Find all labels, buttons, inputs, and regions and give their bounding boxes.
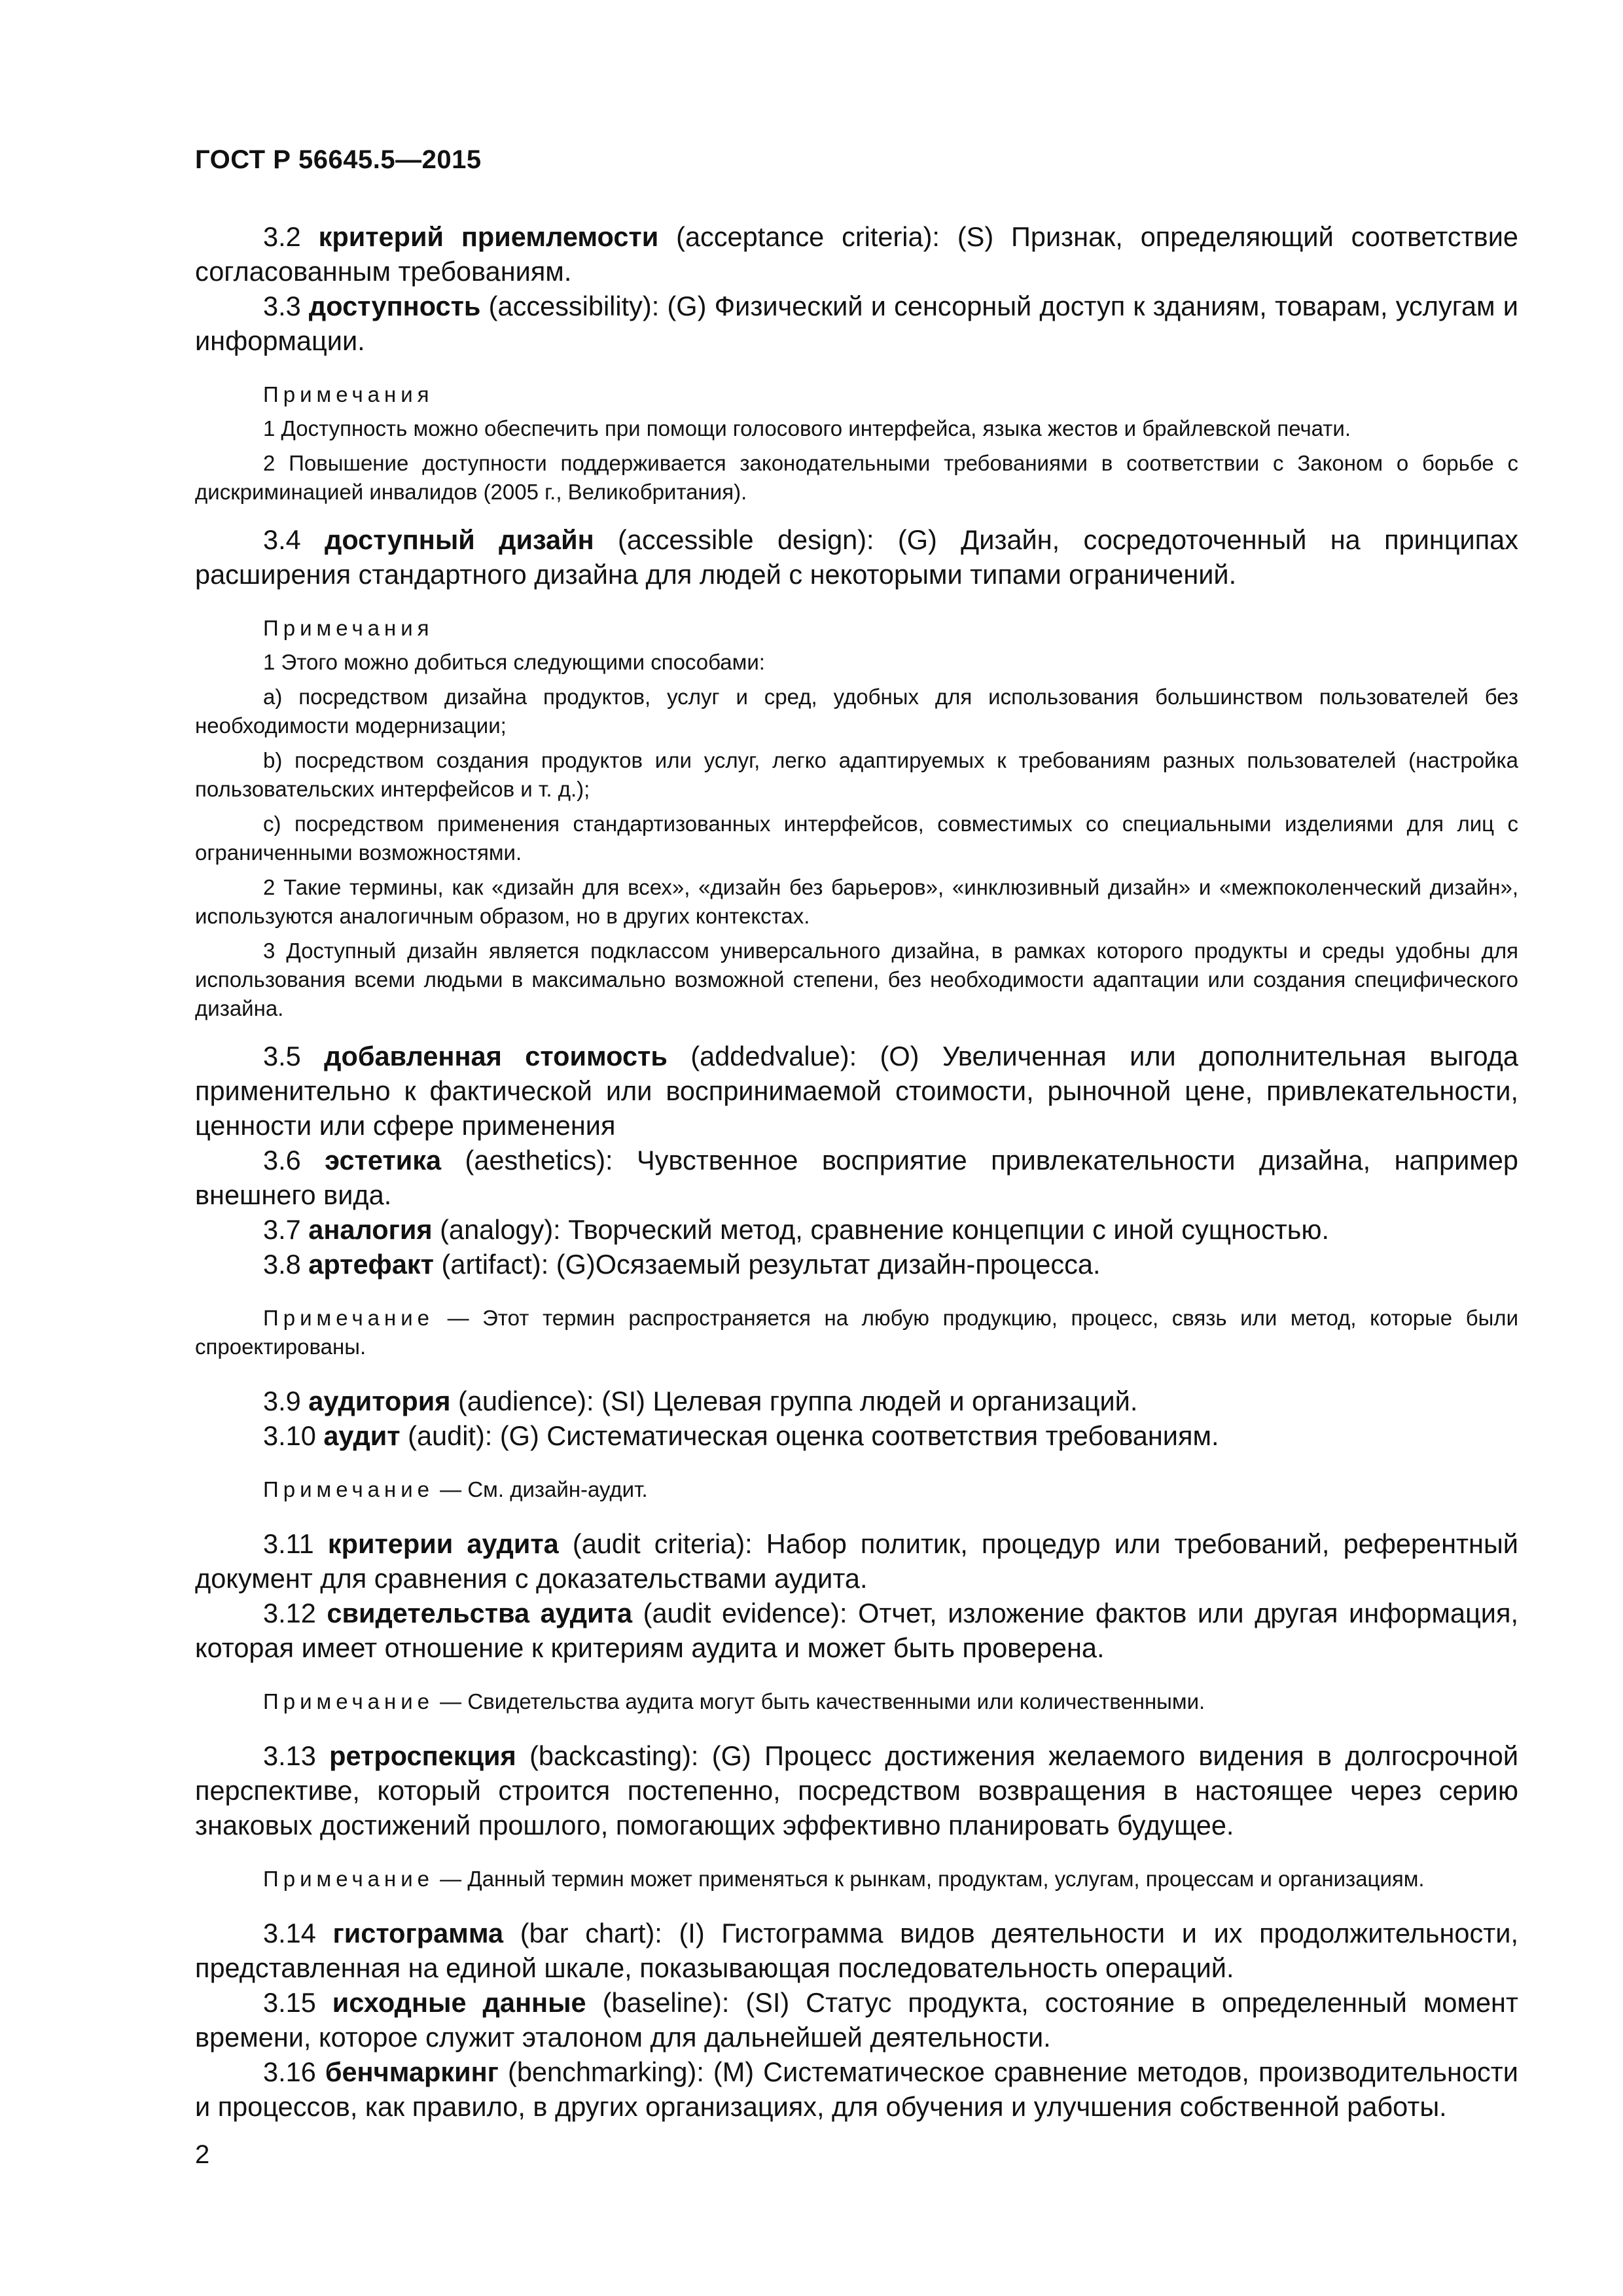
term-title: артефакт (308, 1249, 435, 1280)
term-title: доступность (308, 291, 481, 321)
term-definition: (baseline): (SI) Статус продукта, состояние в определенный момент времени, которое служит эталоном для дальнейшей деятельности. (195, 1987, 1518, 2053)
term-title: ретроспекция (329, 1740, 516, 1771)
term-3-14 (195, 1916, 1518, 1985)
term-number: 3.5 (263, 1041, 325, 1071)
note-text: — См. дизайн-аудит. (434, 1477, 648, 1501)
term-definition: (accessible design): (G) Дизайн, сосредоточенный на принципах расширения стандартного дизайна для людей с некоторыми типами ограничений. (195, 524, 1518, 590)
term-definition: (audit): (G) Систематическая оценка соответствия требованиям. (400, 1420, 1219, 1451)
term-3-11 (195, 1526, 1518, 1596)
term-3-12 (195, 1596, 1518, 1665)
note-item: 1 Доступность можно обеспечить при помощи голосового интерфейса, языка жестов и брайлевской печати. (263, 416, 1351, 440)
note-text: — Данный термин может применяться к рынкам, продуктам, услугам, процессам и организациям. (434, 1867, 1425, 1891)
term-title: бенчмаркинг (325, 2056, 499, 2087)
term-number: 3.13 (263, 1740, 330, 1771)
term-number: 3.9 (263, 1386, 309, 1416)
note-item: b) посредством создания продуктов или услуг, легко адаптируемых к требованиям разных пользователей (настройка пользовательских интерфейсов и т. д.); (195, 748, 1518, 801)
term-number: 3.12 (263, 1598, 327, 1628)
term-definition: (accessibility): (G) Физический и сенсорный доступ к зданиям, товарам, услугам и информации. (195, 291, 1518, 356)
term-3-2 (195, 219, 1518, 289)
term-number: 3.6 (263, 1145, 325, 1175)
page-number: 2 (195, 2140, 210, 2169)
note-item (195, 1865, 1518, 1893)
term-3-6 (195, 1143, 1518, 1212)
term-title: свидетельства аудита (327, 1598, 633, 1628)
note-item (195, 1687, 1518, 1716)
note-item (195, 1304, 1518, 1361)
note-text: — Этот термин распространяется на любую продукцию, процесс, связь или метод, которые были спроектированы. (195, 1306, 1518, 1359)
term-title: аудит (323, 1420, 401, 1451)
term-number: 3.2 (263, 221, 319, 252)
term-definition: (backcasting): (G) Процесс достижения желаемого видения в долгосрочной перспективе, который строится постепенно, посредством возвращения в настоящее через серию знаковых достижений прошлого, помогающих эффективно планировать будущее. (195, 1740, 1518, 1840)
note-label: Примечание (263, 1477, 435, 1501)
term-number: 3.8 (263, 1249, 309, 1280)
note-text: — Свидетельства аудита могут быть качественными или количественными. (434, 1689, 1205, 1713)
term-definition: (benchmarking): (M) Систематическое сравнение методов, производительности и процессов, как правило, в других организациях, для обучения и улучшения собственной работы. (195, 2056, 1518, 2122)
note-item: c) посредством применения стандартизованных интерфейсов, совместимых со специальными изделиями для лиц с ограниченными возможностями. (195, 812, 1518, 865)
note-item (195, 1475, 1518, 1504)
term-definition: (addedvalue): (O) Увеличенная или дополнительная выгода применительно к фактической или воспринимаемой стоимости, рыночной цене, привлекательности, ценности или сфере применения (195, 1041, 1518, 1141)
term-definition: (artifact): (G)Осязаемый результат дизайн-процесса. (434, 1249, 1101, 1280)
note-item: 1 Этого можно добиться следующими способами: (263, 650, 765, 674)
term-definition: (audit evidence): Отчет, изложение фактов или другая информация, которая имеет отношение к критериям аудита и может быть проверена. (195, 1598, 1518, 1663)
term-number: 3.7 (263, 1214, 309, 1245)
term-title: исходные данные (332, 1987, 586, 2018)
term-3-4 (195, 522, 1518, 592)
term-title: эстетика (325, 1145, 442, 1175)
document-header: ГОСТ Р 56645.5—2015 (195, 145, 482, 174)
term-title: критерий приемлемости (318, 221, 659, 252)
term-3-15 (195, 1985, 1518, 2054)
term-3-7 (195, 1212, 1518, 1247)
term-number: 3.11 (263, 1528, 328, 1559)
term-title: критерии аудита (327, 1528, 559, 1559)
term-number: 3.3 (263, 291, 309, 321)
term-number: 3.10 (263, 1420, 324, 1451)
term-title: аудитория (308, 1386, 451, 1416)
term-title: добавленная стоимость (324, 1041, 668, 1071)
term-3-3 (195, 289, 1518, 358)
term-number: 3.15 (263, 1987, 332, 2018)
term-definition: (analogy): Творческий метод, сравнение концепции с иной сущностью. (432, 1214, 1329, 1245)
term-3-10 (195, 1418, 1518, 1453)
note-label: Примечание (263, 1306, 435, 1330)
term-3-9 (195, 1384, 1518, 1418)
note-item: 3 Доступный дизайн является подклассом универсального дизайна, в рамках которого продукты и среды удобны для использования всеми людьми в максимально возможной степени, без необходимости адаптации или создания специфического дизайна. (195, 939, 1518, 1020)
terms-content (195, 219, 1518, 2124)
term-number: 3.16 (263, 2056, 325, 2087)
notes-heading: Примечания (263, 616, 434, 640)
term-number: 3.14 (263, 1918, 333, 1948)
term-title: доступный дизайн (325, 524, 594, 555)
notes-heading: Примечания (263, 382, 434, 406)
note-label: Примечание (263, 1689, 435, 1713)
term-definition: (bar chart): (I) Гистограмма видов деятельности и их продолжительности, представленная на единой шкале, показывающая последовательность операций. (195, 1918, 1518, 1983)
term-number: 3.4 (263, 524, 325, 555)
note-label: Примечание (263, 1867, 435, 1891)
term-definition: (acceptance criteria): (S) Признак, определяющий соответствие согласованным требованиям. (195, 221, 1518, 287)
note-item: 2 Такие термины, как «дизайн для всех», «дизайн без барьеров», «инклюзивный дизайн» и «межпоколенческий дизайн», используются аналогичным образом, но в других контекстах. (195, 875, 1518, 928)
term-definition: (audit criteria): Набор политик, процедур или требований, референтный документ для сравнения с доказательствами аудита. (195, 1528, 1518, 1594)
term-title: гистограмма (332, 1918, 504, 1948)
term-3-13 (195, 1738, 1518, 1842)
term-definition: (aesthetics): Чувственное восприятие привлекательности дизайна, например внешнего вида. (195, 1145, 1518, 1210)
term-3-5 (195, 1039, 1518, 1143)
term-definition: (audience): (SI) Целевая группа людей и организаций. (450, 1386, 1138, 1416)
term-3-16 (195, 2054, 1518, 2124)
note-item: 2 Повышение доступности поддерживается законодательными требованиями в соответствии с Законом о борьбе с дискриминацией инвалидов (2005 г., Великобритания). (195, 451, 1518, 504)
note-item: a) посредством дизайна продуктов, услуг и сред, удобных для использования большинством пользователей без необходимости модернизации; (195, 685, 1518, 738)
term-3-8 (195, 1247, 1518, 1282)
term-title: аналогия (308, 1214, 433, 1245)
